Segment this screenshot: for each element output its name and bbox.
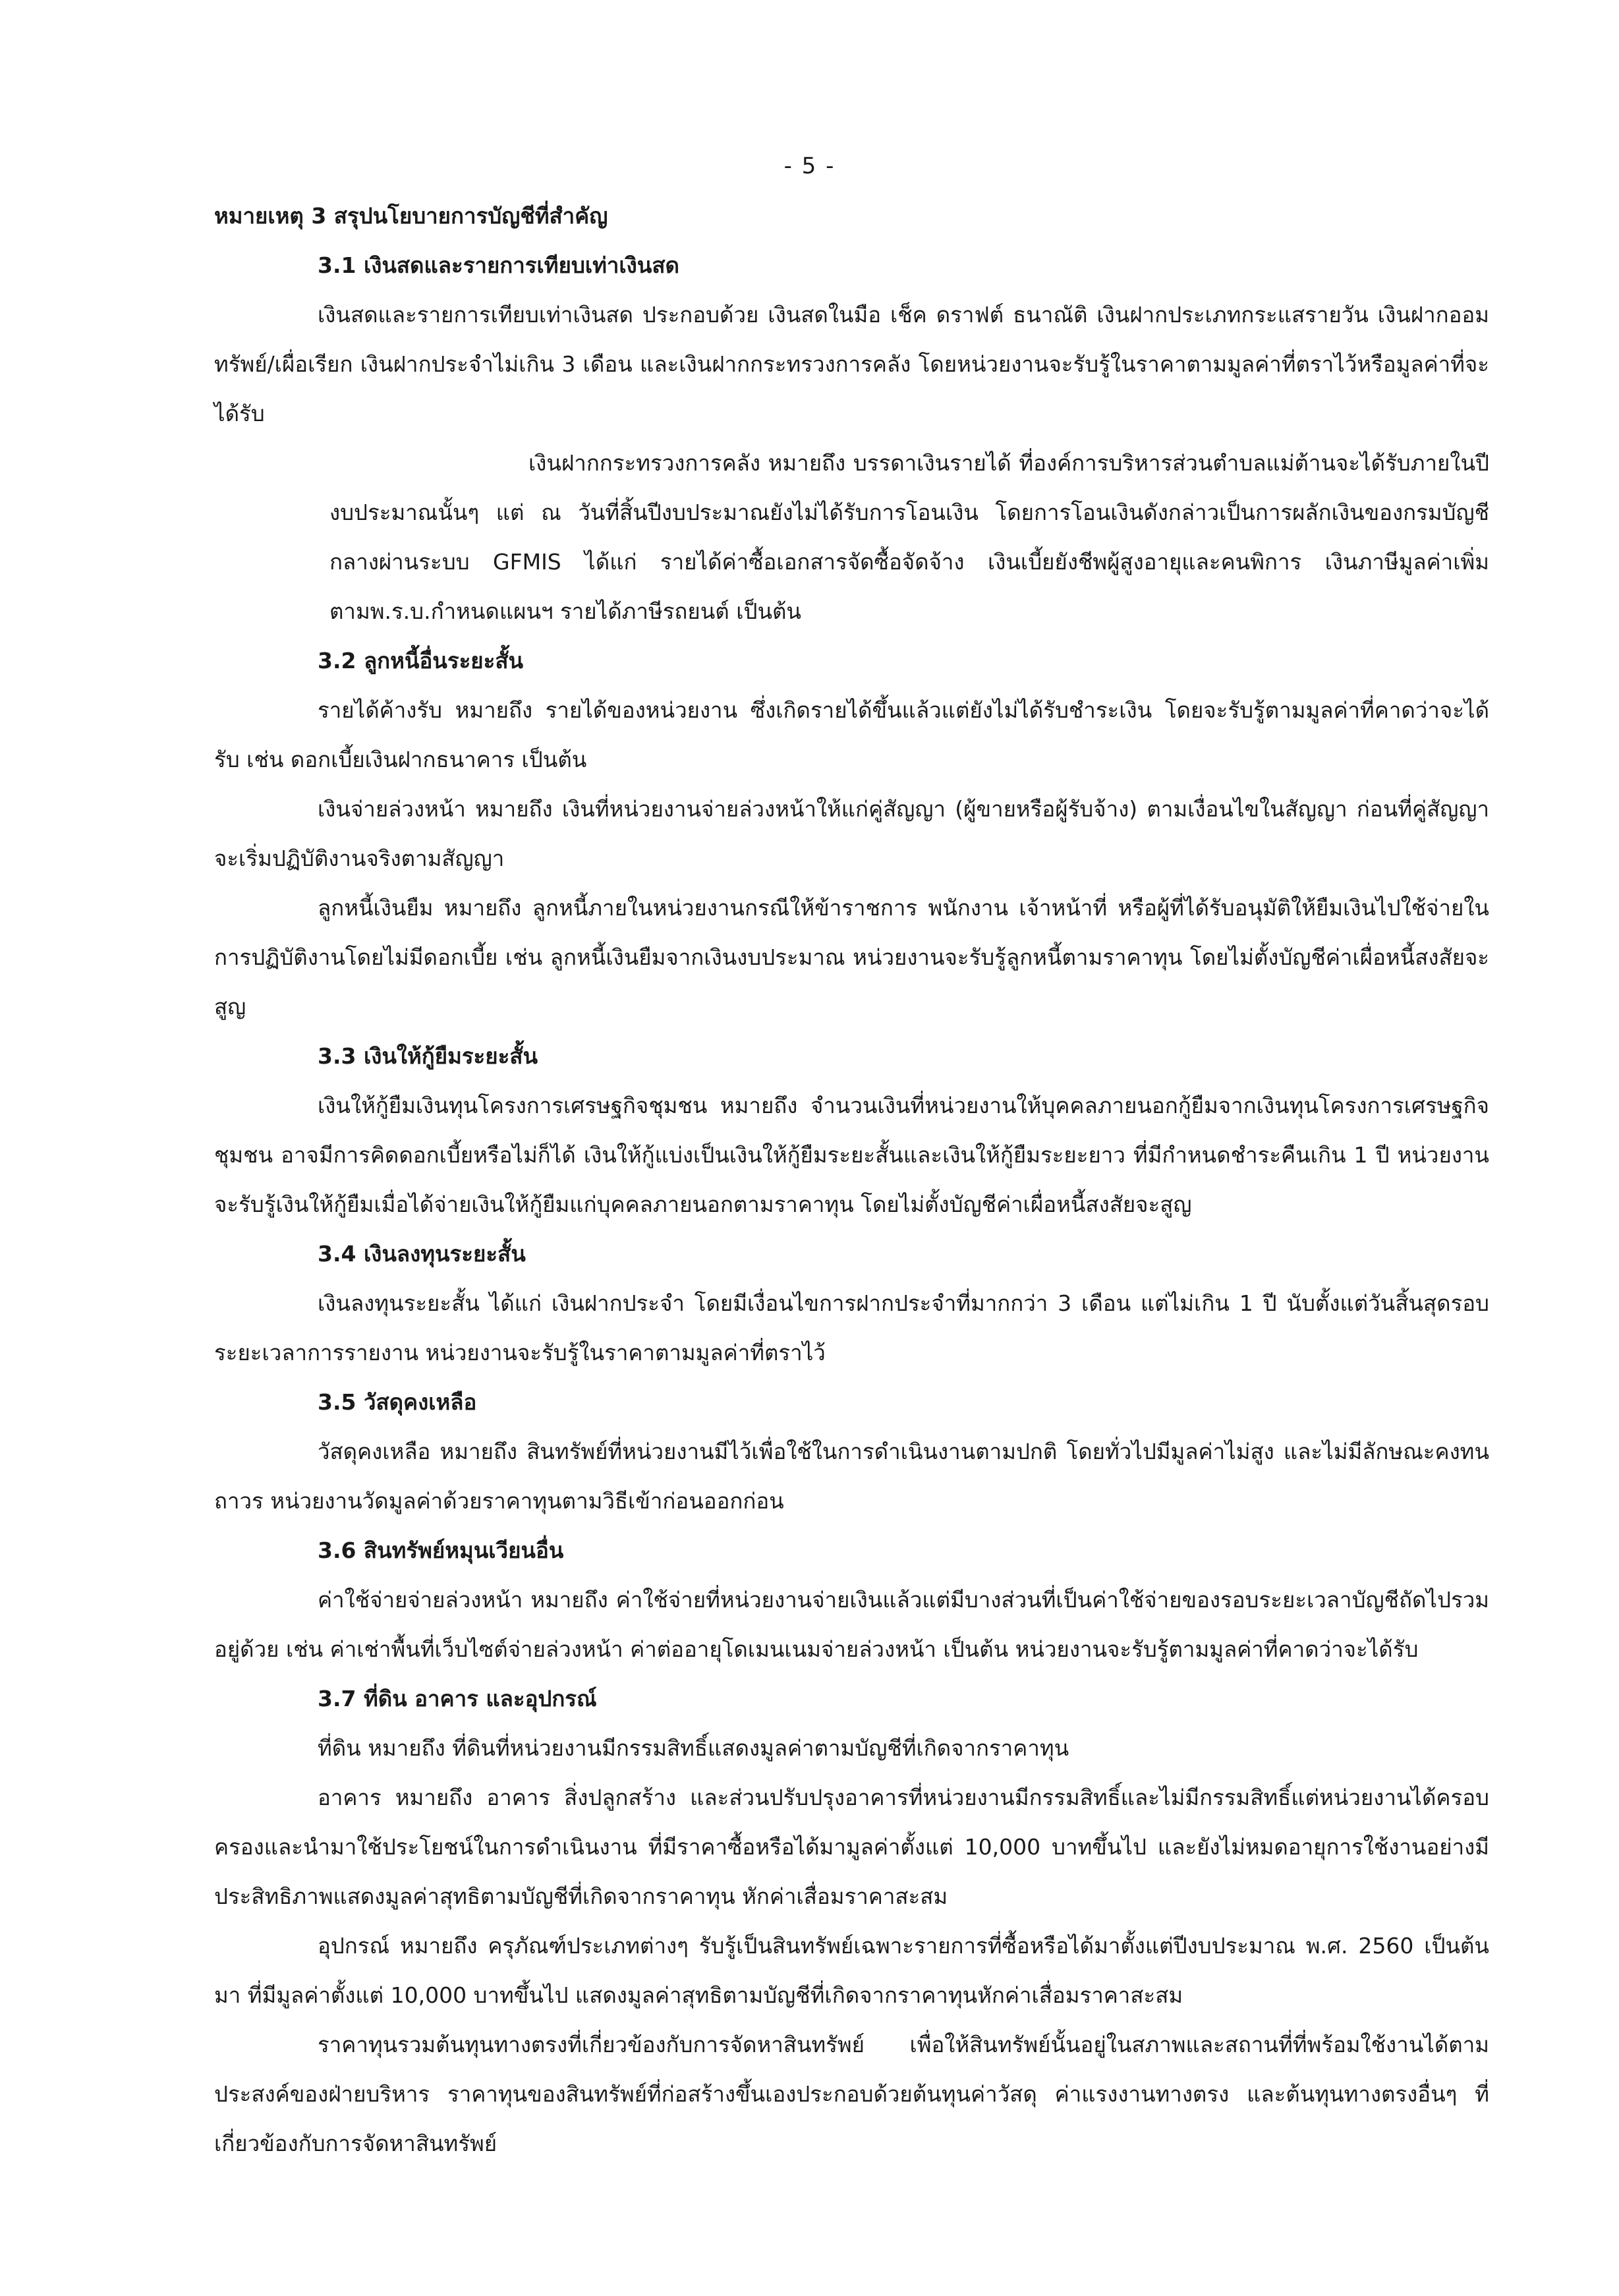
paragraph: เงินให้กู้ยืมเงินทุนโครงการเศรษฐกิจชุมชน หมายถึง จำนวนเงินที่หน่วยงานให้บุคคลภายนอกกู้ยืมจากเงินทุนโครงการเศรษฐกิจชุมชน อาจมีการคิดดอกเบี้ยหรือไม่ก็ได้ เงินให้กู้แบ่งเป็นเงินให้กู้ยืมระยะสั้นและเงินให้กู้ยืมระยะยาว ที่มีกำหนดชำระคืนเกิน 1 ปี หน่วยงานจะรับรู้เงินให้กู้ยืมเมื่อได้จ่ายเงินให้กู้ยืมแก่บุคคลภายนอกตามราคาทุน โดยไม่ตั้งบัญชีค่าเผื่อหนี้สงสัยจะสูญ xyxy=(214,1093,1489,1217)
paragraph: อุปกรณ์ หมายถึง ครุภัณฑ์ประเภทต่างๆ รับรู้เป็นสินทรัพย์เฉพาะรายการที่ซื้อหรือได้มาตั้งแต่ปีงบประมาณ พ.ศ. 2560 เป็นต้นมา ที่มีมูลค่าตั้งแต่ 10,000 บาทขึ้นไป แสดงมูลค่าสุทธิตามบัญชีที่เกิดจากราคาทุนหักค่าเสื่อมราคาสะสม xyxy=(214,1933,1489,2008)
section-heading-3-4: 3.4 เงินลงทุนระยะสั้น xyxy=(318,1241,526,1267)
paragraph: ลูกหนี้เงินยืม หมายถึง ลูกหนี้ภายในหน่วยงานกรณีให้ข้าราชการ พนักงาน เจ้าหน้าที่ หรือผู้ที่ได้รับอนุมัติให้ยืมเงินไปใช้จ่ายในการปฏิบัติงานโดยไม่มีดอกเบี้ย เช่น ลูกหนี้เงินยืมจากเงินงบประมาณ หน่วยงานจะรับรู้ลูกหนี้ตามราคาทุน โดยไม่ตั้งบัญชีค่าเผื่อหนี้สงสัยจะสูญ xyxy=(214,895,1489,1019)
paragraph: วัสดุคงเหลือ หมายถึง สินทรัพย์ที่หน่วยงานมีไว้เพื่อใช้ในการดำเนินงานตามปกติ โดยทั่วไปมีมูลค่าไม่สูง และไม่มีลักษณะคงทนถาวร หน่วยงานวัดมูลค่าด้วยราคาทุนตามวิธีเข้าก่อนออกก่อน xyxy=(214,1439,1489,1514)
document-body xyxy=(214,191,1489,2168)
paragraph: อาคาร หมายถึง อาคาร สิ่งปลูกสร้าง และส่วนปรับปรุงอาคารที่หน่วยงานมีกรรมสิทธิ์และไม่มีกรรมสิทธิ์แต่หน่วยงานได้ครอบครองและนำมาใช้ประโยชน์ในการดำเนินงาน ที่มีราคาซื้อหรือได้มามูลค่าตั้งแต่ 10,000 บาทขึ้นไป และยังไม่หมดอายุการใช้งานอย่างมีประสิทธิภาพแสดงมูลค่าสุทธิตามบัญชีที่เกิดจากราคาทุน หักค่าเสื่อมราคาสะสม xyxy=(214,1785,1489,1909)
section-heading-3-1: 3.1 เงินสดและรายการเทียบเท่าเงินสด xyxy=(318,252,679,278)
page-number: - 5 - xyxy=(783,153,836,179)
section-heading-3-3: 3.3 เงินให้กู้ยืมระยะสั้น xyxy=(318,1043,538,1069)
paragraph: รายได้ค้างรับ หมายถึง รายได้ของหน่วยงาน ซึ่งเกิดรายได้ขึ้นแล้วแต่ยังไม่ได้รับชำระเงิน โดยจะรับรู้ตามมูลค่าที่คาดว่าจะได้รับ เช่น ดอกเบี้ยเงินฝากธนาคาร เป็นต้น xyxy=(214,697,1489,772)
section-heading-3-5: 3.5 วัสดุคงเหลือ xyxy=(318,1389,477,1415)
paragraph: ค่าใช้จ่ายจ่ายล่วงหน้า หมายถึง ค่าใช้จ่ายที่หน่วยงานจ่ายเงินแล้วแต่มีบางส่วนที่เป็นค่าใช้จ่ายของรอบระยะเวลาบัญชีถัดไปรวมอยู่ด้วย เช่น ค่าเช่าพื้นที่เว็บไซต์จ่ายล่วงหน้า ค่าต่ออายุโดเมนเนมจ่ายล่วงหน้า เป็นต้น หน่วยงานจะรับรู้ตามมูลค่าที่คาดว่าจะได้รับ xyxy=(214,1587,1489,1662)
paragraph: เงินจ่ายล่วงหน้า หมายถึง เงินที่หน่วยงานจ่ายล่วงหน้าให้แก่คู่สัญญา (ผู้ขายหรือผู้รับจ้าง) ตามเงื่อนไขในสัญญา ก่อนที่คู่สัญญาจะเริ่มปฏิบัติงานจริงตามสัญญา xyxy=(214,796,1489,871)
paragraph: เงินสดและรายการเทียบเท่าเงินสด ประกอบด้วย เงินสดในมือ เช็ค ดราฟต์ ธนาณัติ เงินฝากประเภทกระแสรายวัน เงินฝากออมทรัพย์/เผื่อเรียก เงินฝากประจำไม่เกิน 3 เดือน และเงินฝากกระทรวงการคลัง โดยหน่วยงานจะรับรู้ในราคาตามมูลค่าที่ตราไว้หรือมูลค่าที่จะได้รับ xyxy=(214,302,1489,426)
paragraph: เงินลงทุนระยะสั้น ได้แก่ เงินฝากประจำ โดยมีเงื่อนไขการฝากประจำที่มากกว่า 3 เดือน แต่ไม่เกิน 1 ปี นับตั้งแต่วันสิ้นสุดรอบระยะเวลาการรายงาน หน่วยงานจะรับรู้ในราคาตามมูลค่าที่ตราไว้ xyxy=(214,1290,1489,1365)
section-heading-3-7: 3.7 ที่ดิน อาคาร และอุปกรณ์ xyxy=(318,1686,597,1711)
section-heading-3-2: 3.2 ลูกหนี้อื่นระยะสั้น xyxy=(318,648,524,674)
note-heading: หมายเหตุ 3 สรุปนโยบายการบัญชีที่สำคัญ xyxy=(214,203,608,229)
indented-block: เงินฝากกระทรวงการคลัง หมายถึง บรรดาเงินรายได้ ที่องค์การบริหารส่วนตำบลแม่ต้านจะได้รับภายในปีงบประมาณนั้นๆ แต่ ณ วันที่สิ้นปีงบประมาณยังไม่ได้รับการโอนเงิน โดยการโอนเงินดังกล่าวเป็นการผลักเงินของกรมบัญชีกลางผ่านระบบ GFMIS ได้แก่ รายได้ค่าซื้อเอกสารจัดซื้อจัดจ้าง เงินเบี้ยยังชีพผู้สูงอายุและคนพิการ เงินภาษีมูลค่าเพิ่มตามพ.ร.บ.กำหนดแผนฯ รายได้ภาษีรถยนต์ เป็นต้น xyxy=(329,450,1489,624)
paragraph: ราคาทุนรวมต้นทุนทางตรงที่เกี่ยวข้องกับการจัดหาสินทรัพย์ เพื่อให้สินทรัพย์นั้นอยู่ในสภาพและสถานที่ที่พร้อมใช้งานได้ตามประสงค์ของฝ่ายบริหาร ราคาทุนของสินทรัพย์ที่ก่อสร้างขึ้นเองประกอบด้วยต้นทุนค่าวัสดุ ค่าแรงงานทางตรง และต้นทุนทางตรงอื่นๆ ที่เกี่ยวข้องกับการจัดหาสินทรัพย์ xyxy=(214,2032,1489,2156)
paragraph: ที่ดิน หมายถึง ที่ดินที่หน่วยงานมีกรรมสิทธิ์แสดงมูลค่าตามบัญชีที่เกิดจากราคาทุน xyxy=(318,1735,1069,1761)
section-heading-3-6: 3.6 สินทรัพย์หมุนเวียนอื่น xyxy=(318,1537,564,1563)
